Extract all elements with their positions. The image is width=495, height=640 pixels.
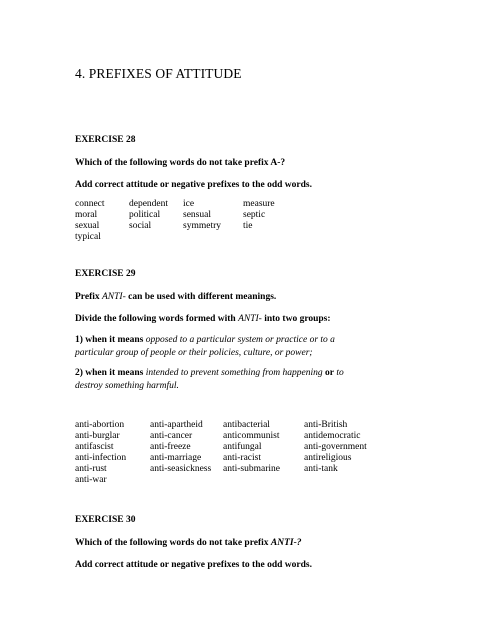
- word: antidemocratic: [304, 431, 361, 441]
- word: anti-cancer: [150, 431, 193, 441]
- word: antireligious: [304, 453, 352, 463]
- word: connect: [75, 199, 105, 209]
- exercise-30-question: Which of the following words do not take prefix ANTI-?: [75, 538, 302, 548]
- exercise-28-instruction: Add correct attitude or negative prefixes to the odd words.: [75, 180, 312, 190]
- exercise-30-instruction: Add correct attitude or negative prefixes to the odd words.: [75, 560, 312, 570]
- word: social: [129, 221, 152, 231]
- word: anti-rust: [75, 464, 107, 474]
- word: anti-infection: [75, 453, 127, 463]
- word: political: [129, 210, 161, 220]
- word: anti-submarine: [223, 464, 280, 474]
- word: sensual: [183, 210, 211, 220]
- exercise-29-intro: Prefix ANTI- can be used with different meanings.: [75, 292, 277, 302]
- word: measure: [243, 199, 275, 209]
- exercise-29-heading: EXERCISE 29: [75, 269, 136, 279]
- exercise-28-word-grid: [75, 199, 303, 243]
- word: anti-racist: [223, 453, 261, 463]
- word: anti-apartheid: [150, 420, 203, 430]
- word: tie: [243, 221, 253, 231]
- word: anti-British: [304, 420, 348, 430]
- word: dependent: [129, 199, 169, 209]
- word: typical: [75, 232, 101, 242]
- word: moral: [75, 210, 98, 220]
- word: anti-war: [75, 475, 107, 485]
- word: antibacterial: [223, 420, 270, 430]
- word: septic: [243, 210, 266, 220]
- word: sexual: [75, 221, 100, 231]
- section-title: 4. PREFIXES OF ATTITUDE: [75, 66, 242, 81]
- meaning-2: 2) when it means intended to prevent something from happening or to destroy something harmful.: [75, 368, 344, 391]
- exercise-28-question: Which of the following words do not take prefix A-?: [75, 158, 286, 168]
- exercise-30-heading: EXERCISE 30: [75, 515, 136, 525]
- exercise-29-word-grid: [75, 420, 379, 486]
- exercise-29-instruction: Divide the following words formed with ANTI- into two groups:: [75, 314, 331, 324]
- exercise-28-heading: EXERCISE 28: [75, 135, 136, 145]
- word: antifascist: [75, 442, 114, 452]
- word: anti-marriage: [150, 453, 202, 463]
- word: symmetry: [183, 221, 221, 231]
- meaning-1: 1) when it means opposed to a particular system or practice or to a particular group of people or their policies, culture, or power;: [75, 335, 335, 358]
- word: anticommunist: [223, 431, 280, 441]
- word: ice: [183, 199, 195, 209]
- word: anti-burglar: [75, 431, 120, 441]
- word: anti-government: [304, 442, 367, 452]
- word: antifungal: [223, 442, 262, 452]
- word: anti-abortion: [75, 420, 125, 430]
- word: anti-freeze: [150, 442, 191, 452]
- word: anti-seasickness: [150, 464, 212, 474]
- word: anti-tank: [304, 464, 338, 474]
